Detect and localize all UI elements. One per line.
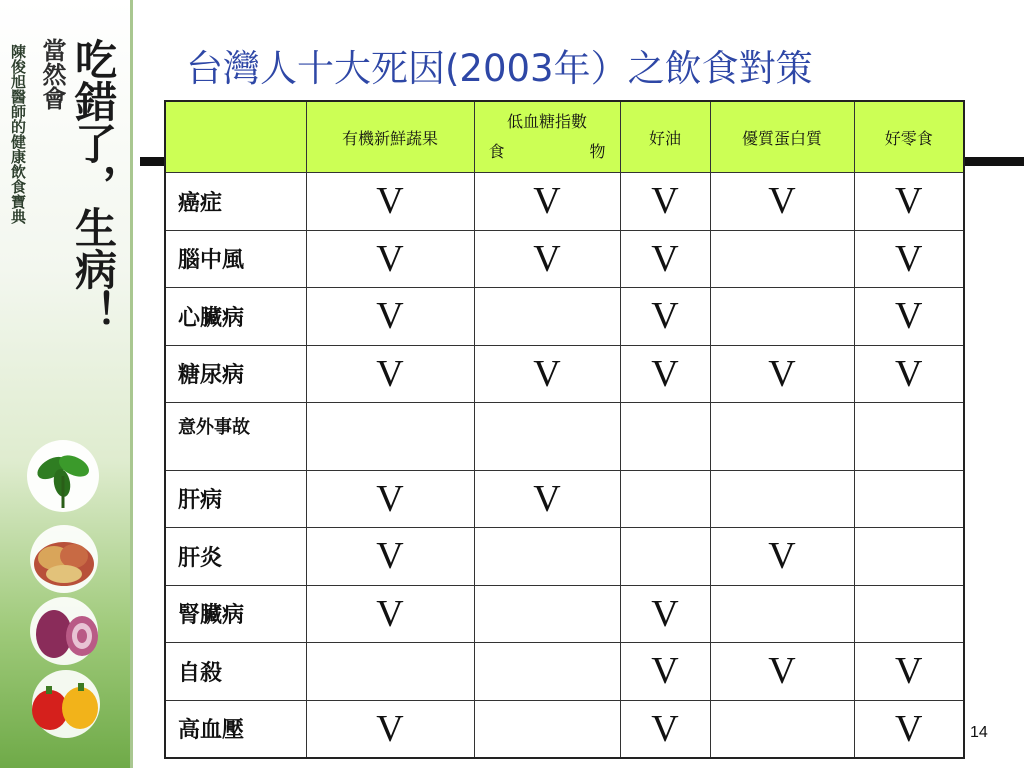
check-mark-cell: V <box>620 643 710 701</box>
table-row <box>165 585 964 643</box>
check-mark-cell <box>854 528 964 586</box>
check-mark-cell <box>306 643 474 701</box>
left-decorative-band <box>0 0 132 768</box>
row-label: 腎臟病 <box>165 585 306 643</box>
check-mark-cell <box>474 700 620 758</box>
check-mark-cell: V <box>306 700 474 758</box>
decorative-rule-left <box>140 157 164 166</box>
row-label: 肝炎 <box>165 528 306 586</box>
header-corner-cell <box>165 101 306 173</box>
table-row <box>165 700 964 758</box>
header-good-oil: 好油 <box>620 101 710 173</box>
check-mark-cell: V <box>710 643 854 701</box>
check-mark-cell: V <box>854 230 964 288</box>
header-good-snacks: 好零食 <box>854 101 964 173</box>
check-mark-cell: V <box>474 173 620 231</box>
check-mark-cell <box>474 585 620 643</box>
check-mark-cell <box>306 403 474 471</box>
check-mark-cell: V <box>710 173 854 231</box>
check-mark-cell: V <box>710 528 854 586</box>
check-mark-cell: V <box>306 528 474 586</box>
check-mark-cell <box>474 643 620 701</box>
check-mark-cell: V <box>474 345 620 403</box>
check-mark-cell <box>854 403 964 471</box>
check-mark-cell: V <box>306 230 474 288</box>
check-mark-cell: V <box>854 173 964 231</box>
check-mark-cell: V <box>306 288 474 346</box>
check-mark-cell <box>620 470 710 528</box>
table-row <box>165 173 964 231</box>
header-low-gi-food <box>474 101 620 173</box>
check-mark-cell: V <box>854 288 964 346</box>
check-mark-cell: V <box>620 345 710 403</box>
check-mark-cell <box>620 528 710 586</box>
check-mark-cell: V <box>306 345 474 403</box>
table-row <box>165 643 964 701</box>
check-mark-cell: V <box>620 700 710 758</box>
row-label: 意外事故 <box>165 403 306 471</box>
row-label: 自殺 <box>165 643 306 701</box>
check-mark-cell: V <box>854 643 964 701</box>
check-mark-cell <box>474 528 620 586</box>
header-low-gi-char1: 食 <box>488 142 505 161</box>
page-number: 14 <box>970 724 988 741</box>
row-label: 腦中風 <box>165 230 306 288</box>
check-mark-cell: V <box>620 230 710 288</box>
book-title-part-1: 吃錯了， <box>69 38 118 206</box>
check-mark-cell <box>710 403 854 471</box>
table-row <box>165 528 964 586</box>
check-mark-cell: V <box>474 230 620 288</box>
check-mark-cell <box>710 585 854 643</box>
header-low-gi-char2: 物 <box>589 142 606 161</box>
bell-pepper-icon <box>24 668 108 738</box>
header-fresh-produce: 有機新鮮蔬果 <box>306 101 474 173</box>
row-label: 肝病 <box>165 470 306 528</box>
basil-leaf-icon <box>22 438 104 514</box>
check-mark-cell <box>474 403 620 471</box>
red-onion-icon <box>24 596 104 666</box>
check-mark-cell: V <box>854 700 964 758</box>
check-mark-cell <box>710 230 854 288</box>
author-series-text: 陳俊旭醫師的健康飲食寶典 <box>9 44 27 224</box>
check-mark-cell <box>854 585 964 643</box>
header-quality-protein: 優質蛋白質 <box>710 101 854 173</box>
row-label: 癌症 <box>165 173 306 231</box>
check-mark-cell: V <box>306 470 474 528</box>
check-mark-cell: V <box>854 345 964 403</box>
check-mark-cell <box>710 470 854 528</box>
check-mark-cell: V <box>620 585 710 643</box>
table-row <box>165 470 964 528</box>
header-low-gi-line1: 低血糖指數 <box>506 112 587 131</box>
check-mark-cell: V <box>474 470 620 528</box>
check-mark-cell: V <box>620 173 710 231</box>
book-title-part-2: 生病！ <box>69 206 118 332</box>
check-mark-cell <box>854 470 964 528</box>
table-row <box>165 288 964 346</box>
table-row <box>165 345 964 403</box>
decorative-rule-right <box>964 157 1024 166</box>
check-mark-cell <box>620 403 710 471</box>
table-row <box>165 403 964 471</box>
sidebar-border <box>130 0 133 768</box>
lettuce-icon <box>24 524 104 594</box>
check-mark-cell <box>474 288 620 346</box>
diet-strategy-table <box>164 100 965 759</box>
check-mark-cell: V <box>620 288 710 346</box>
check-mark-cell: V <box>306 585 474 643</box>
row-label: 心臟病 <box>165 288 306 346</box>
check-mark-cell <box>710 288 854 346</box>
table-row <box>165 230 964 288</box>
table-header-row <box>165 101 964 173</box>
check-mark-cell: V <box>306 173 474 231</box>
check-mark-cell <box>710 700 854 758</box>
row-label: 高血壓 <box>165 700 306 758</box>
row-label: 糖尿病 <box>165 345 306 403</box>
check-mark-cell: V <box>710 345 854 403</box>
book-title-large <box>69 38 118 332</box>
page-title: 台灣人十大死因(2003年）之飲食對策 <box>186 47 813 90</box>
book-title-small: 當然會 <box>38 38 67 110</box>
